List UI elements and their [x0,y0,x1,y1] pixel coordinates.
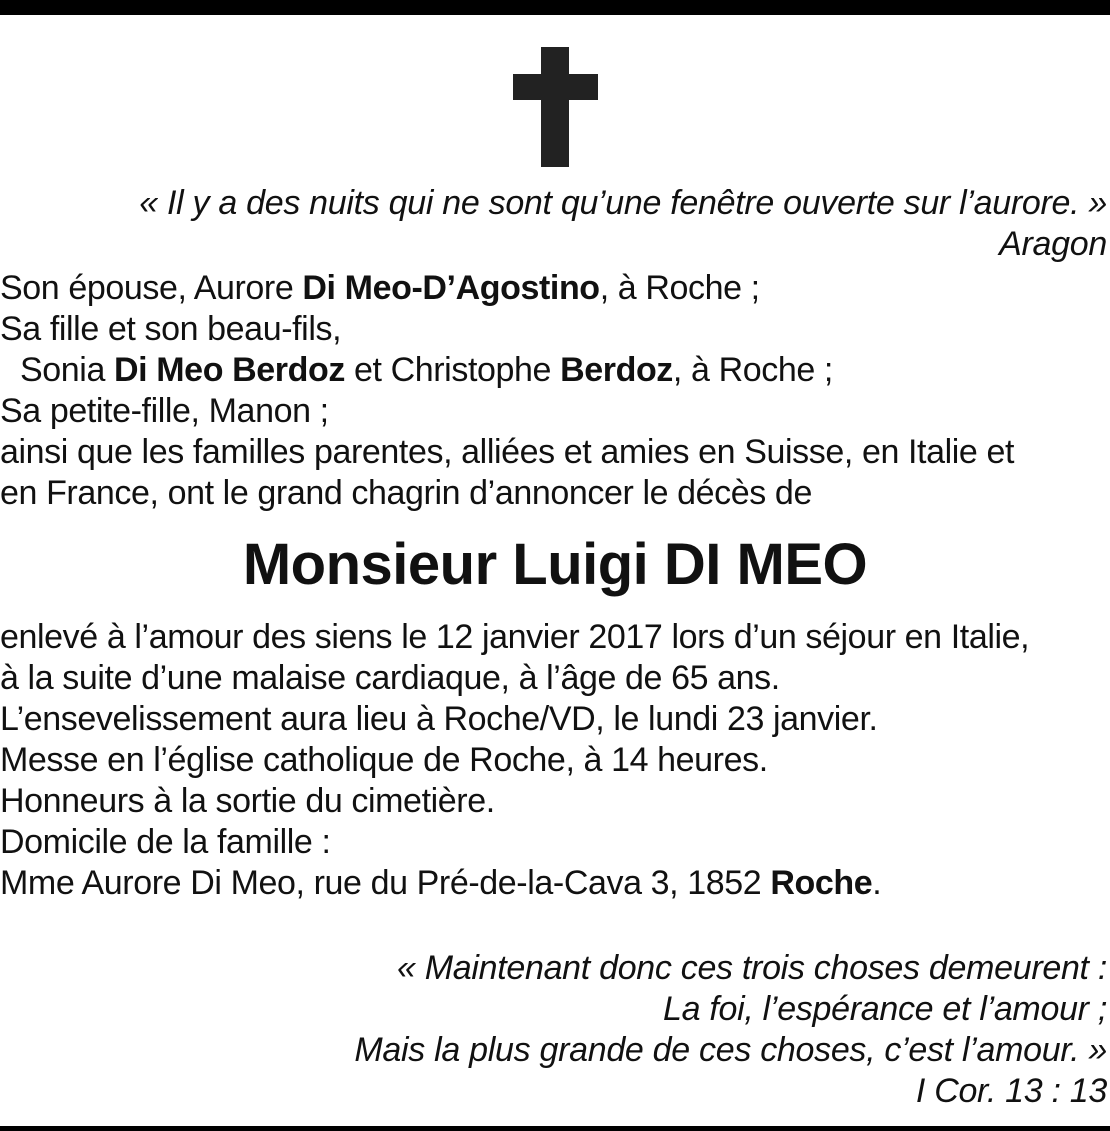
opening-quote-author: Aragon [999,225,1107,263]
closing-quote-line-1: « Maintenant donc ces trois choses demeurent : [396,949,1107,987]
spouse-intro: Son épouse, Aurore [0,269,303,307]
address-town: Roche [770,864,873,902]
family-line-relatives: ainsi que les familles parentes, alliées et amies en Suisse, en Italie et [0,433,1015,471]
son-in-law-surname: Berdoz [560,351,673,389]
funeral-details [0,617,1105,904]
details-line-domicile-label: Domicile de la famille : [0,823,331,861]
son-in-law-firstname: et Christophe [344,351,561,389]
closing-quote-reference: I Cor. 13 : 13 [915,1072,1107,1110]
family-line-spouse [0,268,1105,309]
top-border-rule [0,0,1110,15]
daughter-firstname: Sonia [20,351,115,389]
closing-quote [107,948,1107,1112]
address-end: . [872,864,882,902]
spouse-surname: Di Meo-D’Agostino [302,269,600,307]
cross-vertical-bar [541,47,569,167]
details-line-honours: Honneurs à la sortie du cimetière. [0,782,495,820]
cross-icon [513,47,598,167]
closing-quote-line-3: Mais la plus grande de ces choses, c’est l’amour. » [354,1031,1107,1069]
opening-quote [107,183,1107,265]
address-street: Mme Aurore Di Meo, rue du Pré-de-la-Cava 3, 1852 [0,864,771,902]
family-line-daughter-intro: Sa fille et son beau-fils, [0,310,342,348]
deceased-name: Monsieur Luigi DI MEO [242,532,868,597]
details-line-burial: L’ensevelissement aura lieu à Roche/VD, le lundi 23 janvier. [0,700,878,738]
opening-quote-text: « Il y a des nuits qui ne sont qu’une fenêtre ouverte sur l’aurore. » [139,184,1107,222]
details-line-cause: à la suite d’une malaise cardiaque, à l’âge de 65 ans. [0,659,780,697]
family-line-daughter [0,350,1105,391]
details-line-address [0,863,1105,904]
closing-quote-line-2: La foi, l’espérance et l’amour ; [663,990,1107,1028]
spouse-location: , à Roche ; [599,269,760,307]
details-line-death: enlevé à l’amour des siens le 12 janvier 2017 lors d’un séjour en Italie, [0,618,1030,656]
bottom-border-rule [0,1126,1110,1131]
details-line-mass: Messe en l’église catholique de Roche, à 14 heures. [0,741,768,779]
daughter-location: , à Roche ; [672,351,833,389]
cross-horizontal-bar [513,74,598,100]
daughter-surname: Di Meo Berdoz [114,351,345,389]
family-announcement [0,268,1105,514]
family-line-granddaughter: Sa petite-fille, Manon ; [0,392,329,430]
family-line-announcement: en France, ont le grand chagrin d’annoncer le décès de [0,474,812,512]
